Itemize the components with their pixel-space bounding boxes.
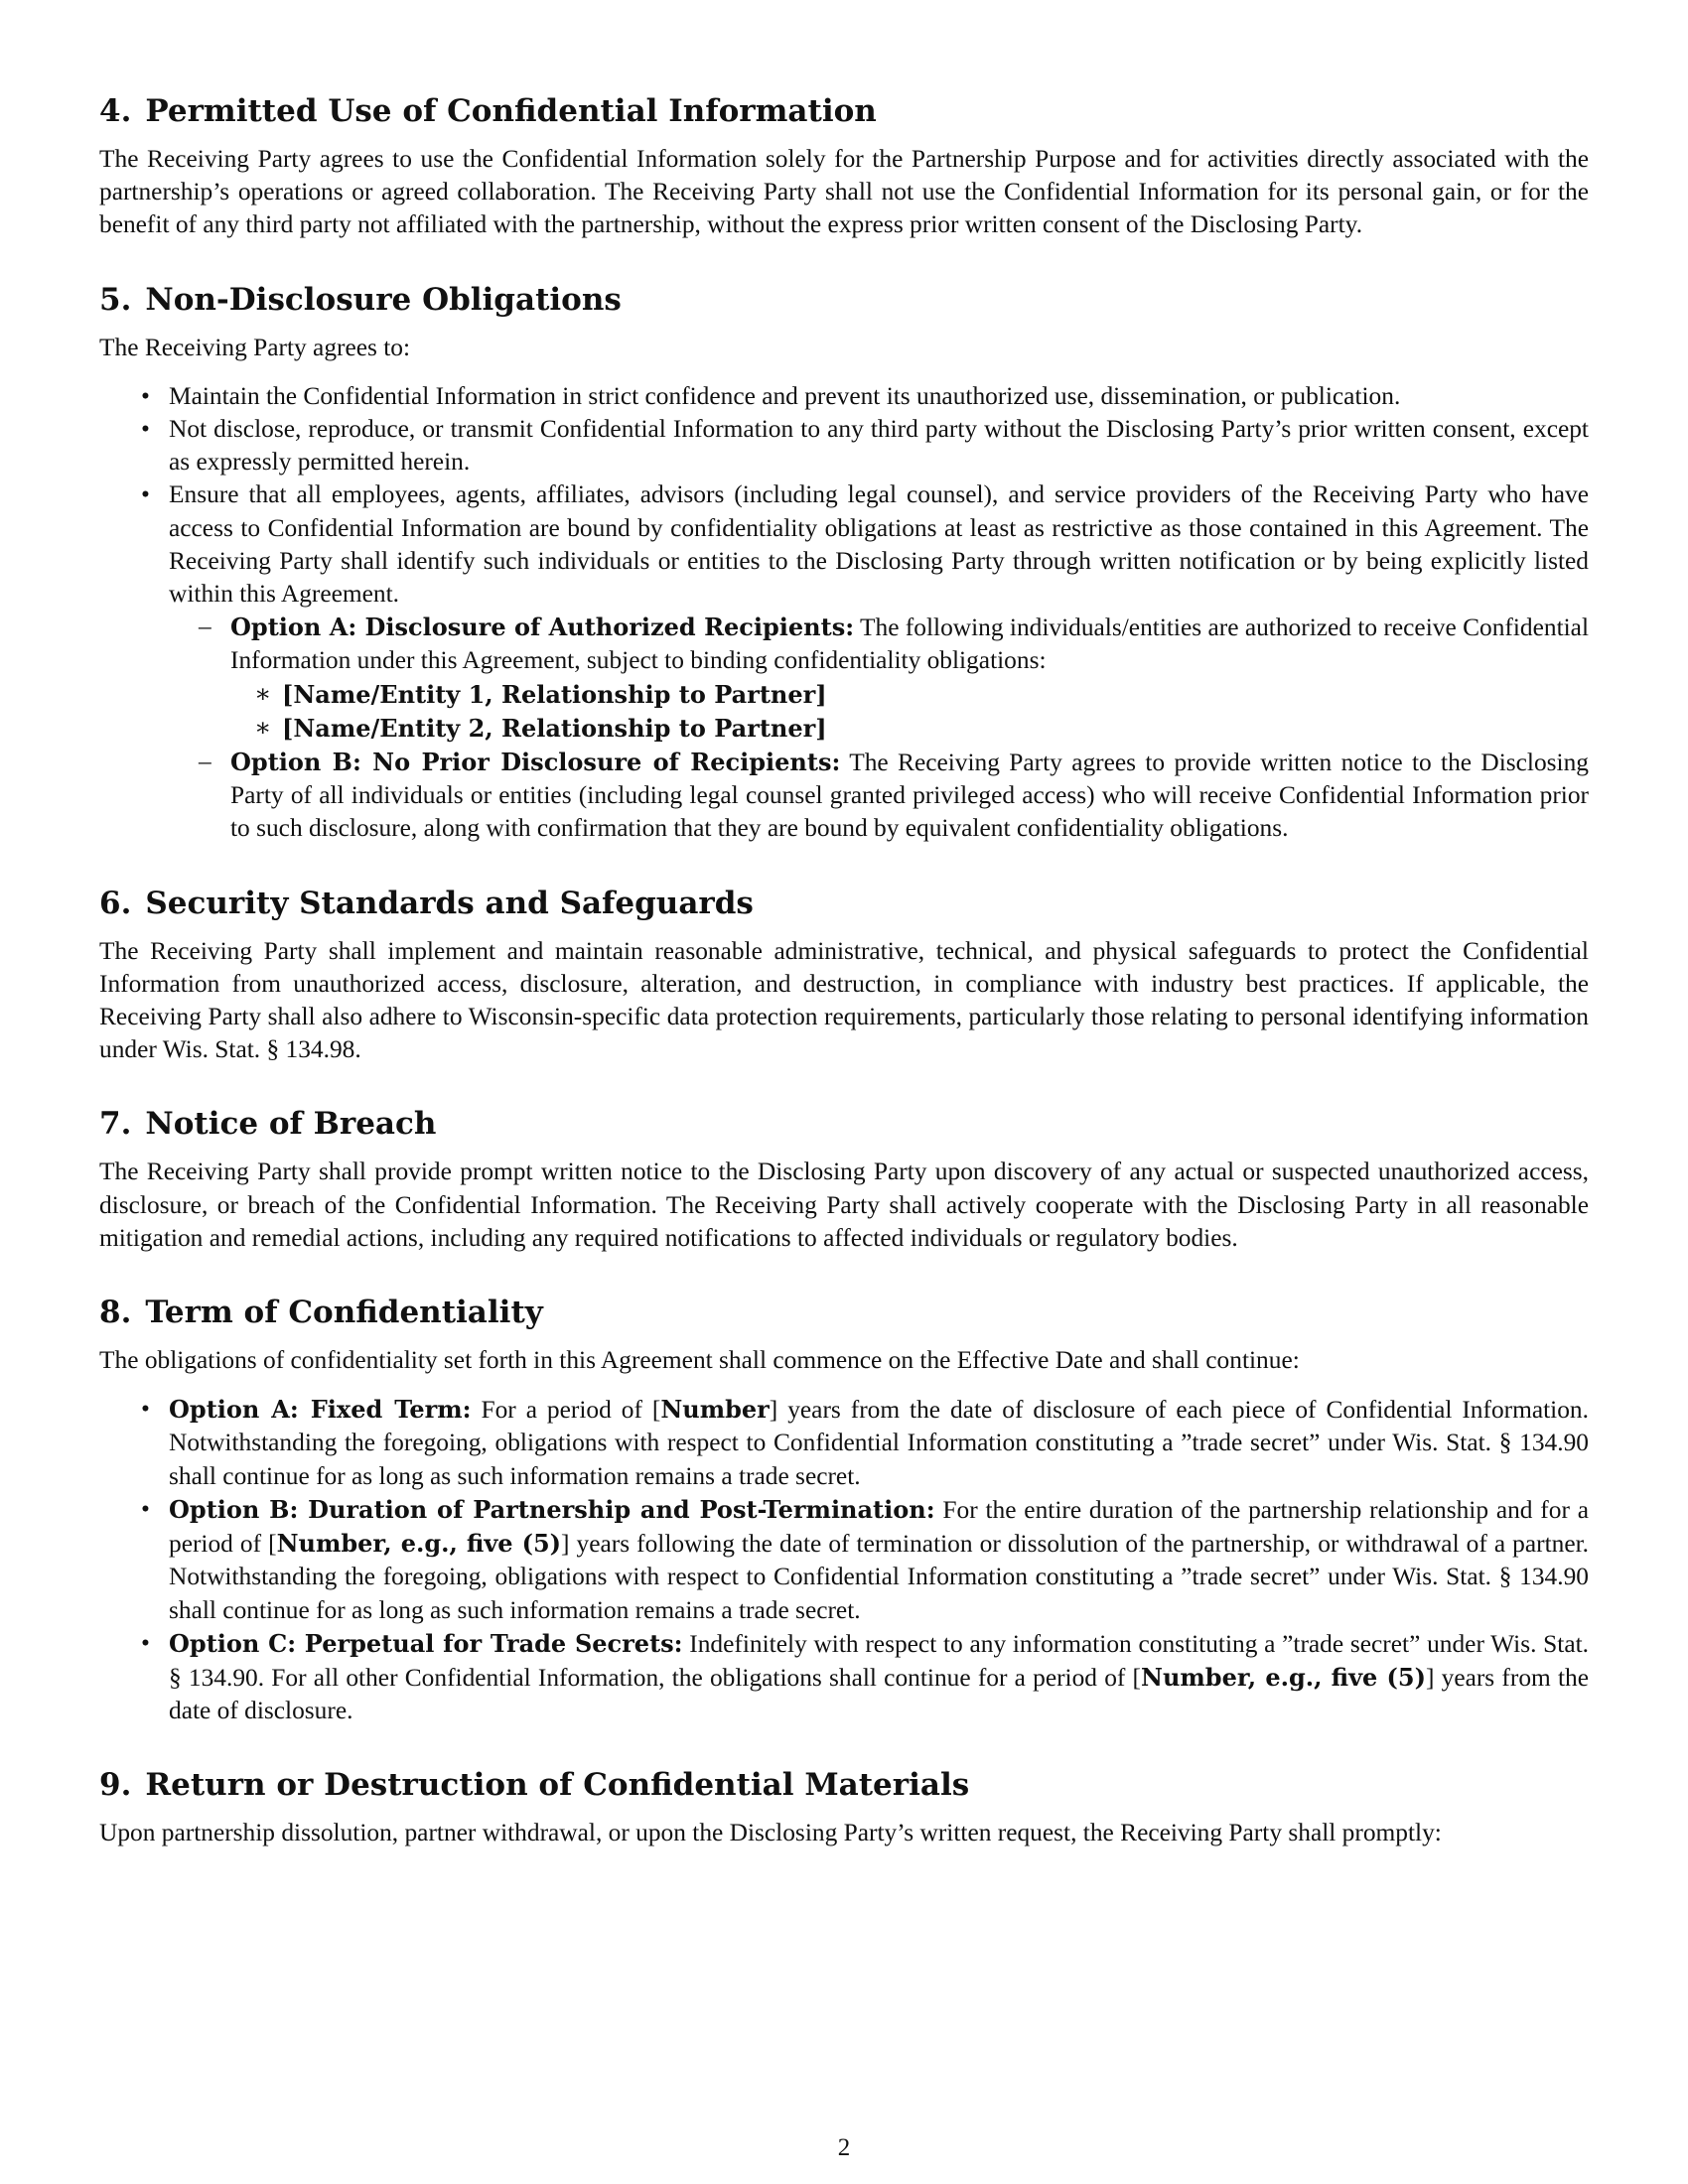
bullet-icon: • [141,415,150,444]
section-7 [99,1104,1589,1255]
section-title: Non-Disclosure Obligations [145,281,622,318]
bullet-icon: • [141,1494,150,1523]
options-list [169,611,1589,845]
section-paragraph: The Receiving Party agrees to use the Confidential Information solely for the Partnership Purpose and for activities directly associated with the partnership’s operations or agreed collaboration. The Receiving Party shall not use the Confidential Information for its personal gain, or for the benefit of any third party not affiliated with the partnership, without the express prior written consent of the Disclosing Party. [99,145,1589,239]
page-number: 2 [837,2134,851,2161]
recipient-placeholder: [Name/Entity 1, Relationship to Partner] [282,679,827,709]
option-label: Option A: Disclosure of Authorized Recipients: [230,613,855,642]
obligations-list [99,380,1589,846]
list-item [99,478,1589,845]
list-item [99,413,1589,478]
section-title: Security Standards and Safeguards [145,885,754,921]
bullet-icon: • [141,1628,150,1657]
section-heading [99,1293,1589,1332]
placeholder: Number [660,1395,770,1425]
section-heading [99,91,1589,131]
section-4 [99,91,1589,242]
section-intro: The Receiving Party agrees to: [99,333,411,361]
list-item [99,1393,1589,1493]
section-intro: The obligations of confidentiality set forth in this Agreement shall commence on the Effective Date and shall continue: [99,1346,1300,1375]
bullet-icon: • [141,1395,150,1424]
section-paragraph: The Receiving Party shall provide prompt written notice to the Disclosing Party upon discovery of any actual or suspected unauthorized access, disclosure, or breach of the Confidential Information. The Receiving Party shall actively cooperate with the Disclosing Party in all reasonable mitigation and remedial actions, including any required notifications to affected individuals or regulatory bodies. [99,1158,1589,1252]
option-text: The following individuals/entities are authorized to receive Confidential Information under this Agreement, subject to binding confidentiality obligations: [230,614,1589,675]
list-item [169,746,1589,846]
term-options-list [99,1393,1589,1727]
list-item [99,380,1589,413]
option-label: Option C: Perpetual for Trade Secrets: [169,1628,683,1658]
placeholder: Number, e.g., five (5) [276,1529,562,1559]
section-title: Term of Confidentiality [145,1295,543,1331]
recipient-placeholder: [Name/Entity 2, Relationship to Partner] [282,713,827,743]
document-page [99,91,1589,1888]
section-title: Return or Destruction of Confidential Materials [145,1767,970,1804]
option-label: Option A: Fixed Term: [169,1395,472,1425]
section-title: Permitted Use of Confidential Information [145,93,877,129]
section-number: 8. [99,1295,132,1331]
bullet-icon: • [141,480,150,509]
option-text: The Receiving Party agrees to provide written notice to the Disclosing Party of all individuals or entities (including legal counsel granted privileged access) who will receive Confidential Information prior to such disclosure, along with confirmation that they are bound by equivalent confidentiality obligations. [230,749,1589,843]
option-text: ] years following the date of termination or dissolution of the partnership, or withdrawal of a partner. Notwithstanding the foregoing, obligations with respect to Confidential Information constituting a ”trade secret” under Wis. Stat. § 134.90 shall continue for as long as such information remains a trade secret. [169,1530,1590,1624]
list-item [99,1493,1589,1627]
dash-icon: – [199,748,211,776]
section-title: Notice of Breach [145,1106,437,1143]
list-item [99,1627,1589,1728]
section-heading [99,884,1589,923]
option-text: For the entire duration of the partnership relationship and for a period of [ [169,1495,1589,1559]
section-paragraph: Upon partnership dissolution, partner withdrawal, or upon the Disclosing Party’s written request, the Receiving Party shall promptly: [99,1819,1442,1847]
section-9 [99,1765,1589,1849]
asterisk-icon: ∗ [254,713,272,742]
section-heading [99,1765,1589,1805]
list-item [169,611,1589,746]
section-number: 6. [99,885,132,921]
section-number: 7. [99,1106,132,1143]
dash-icon: – [199,613,211,641]
option-text: ] years from the date of disclosure. [169,1663,1589,1725]
section-number: 4. [99,93,132,129]
list-item-text: Not disclose, reproduce, or transmit Confidential Information to any third party without the Disclosing Party’s prior written consent, except as expressly permitted herein. [169,415,1589,477]
option-label: Option B: No Prior Disclosure of Recipients: [230,748,841,777]
section-paragraph: The Receiving Party shall implement and maintain reasonable administrative, technical, and physical safeguards to protect the Confidential Information from unauthorized access, disclosure, alteration, and destruction, in compliance with industry best practices. If applicable, the Receiving Party shall also adhere to Wisconsin-specific data protection requirements, particularly those relating to personal identifying information under Wis. Stat. § 134.98. [99,936,1589,1064]
section-heading [99,1104,1589,1144]
option-text: Indefinitely with respect to any information constituting a ”trade secret” under Wis. Stat. § 134.90. For all other Confidential Information, the obligations shall continue for a period of [ [169,1629,1590,1692]
placeholder: Number, e.g., five (5) [1141,1662,1426,1692]
section-5 [99,280,1589,846]
option-text: For a period of [ [471,1396,661,1425]
section-number: 5. [99,281,132,318]
section-heading [99,280,1589,320]
recipients-list [230,678,1589,746]
option-text: ] years from the date of disclosure of each piece of Confidential Information. Notwithstanding the foregoing, obligations with respect to Confidential Information constituting a ”trade secret” under Wis. Stat. § 134.90 shall continue for as long as such information remains a trade secret. [169,1396,1589,1490]
list-item-text: Maintain the Confidential Information in strict confidence and prevent its unauthorized use, dissemination, or publication. [169,381,1401,410]
list-item [230,678,1589,712]
option-label: Option B: Duration of Partnership and Post-Termination: [169,1494,935,1524]
section-number: 9. [99,1767,132,1804]
bullet-icon: • [141,381,150,410]
asterisk-icon: ∗ [254,679,272,708]
section-8 [99,1293,1589,1727]
section-6 [99,884,1589,1067]
list-item-text: Ensure that all employees, agents, affiliates, advisors (including legal counsel), and service providers of the Receiving Party who have access to Confidential Information are bound by confidentiality obligations at least as restrictive as those contained in this Agreement. The Receiving Party shall identify such individuals or entities to the Disclosing Party through written notification or by being explicitly listed within this Agreement. [169,480,1589,609]
list-item [230,712,1589,746]
